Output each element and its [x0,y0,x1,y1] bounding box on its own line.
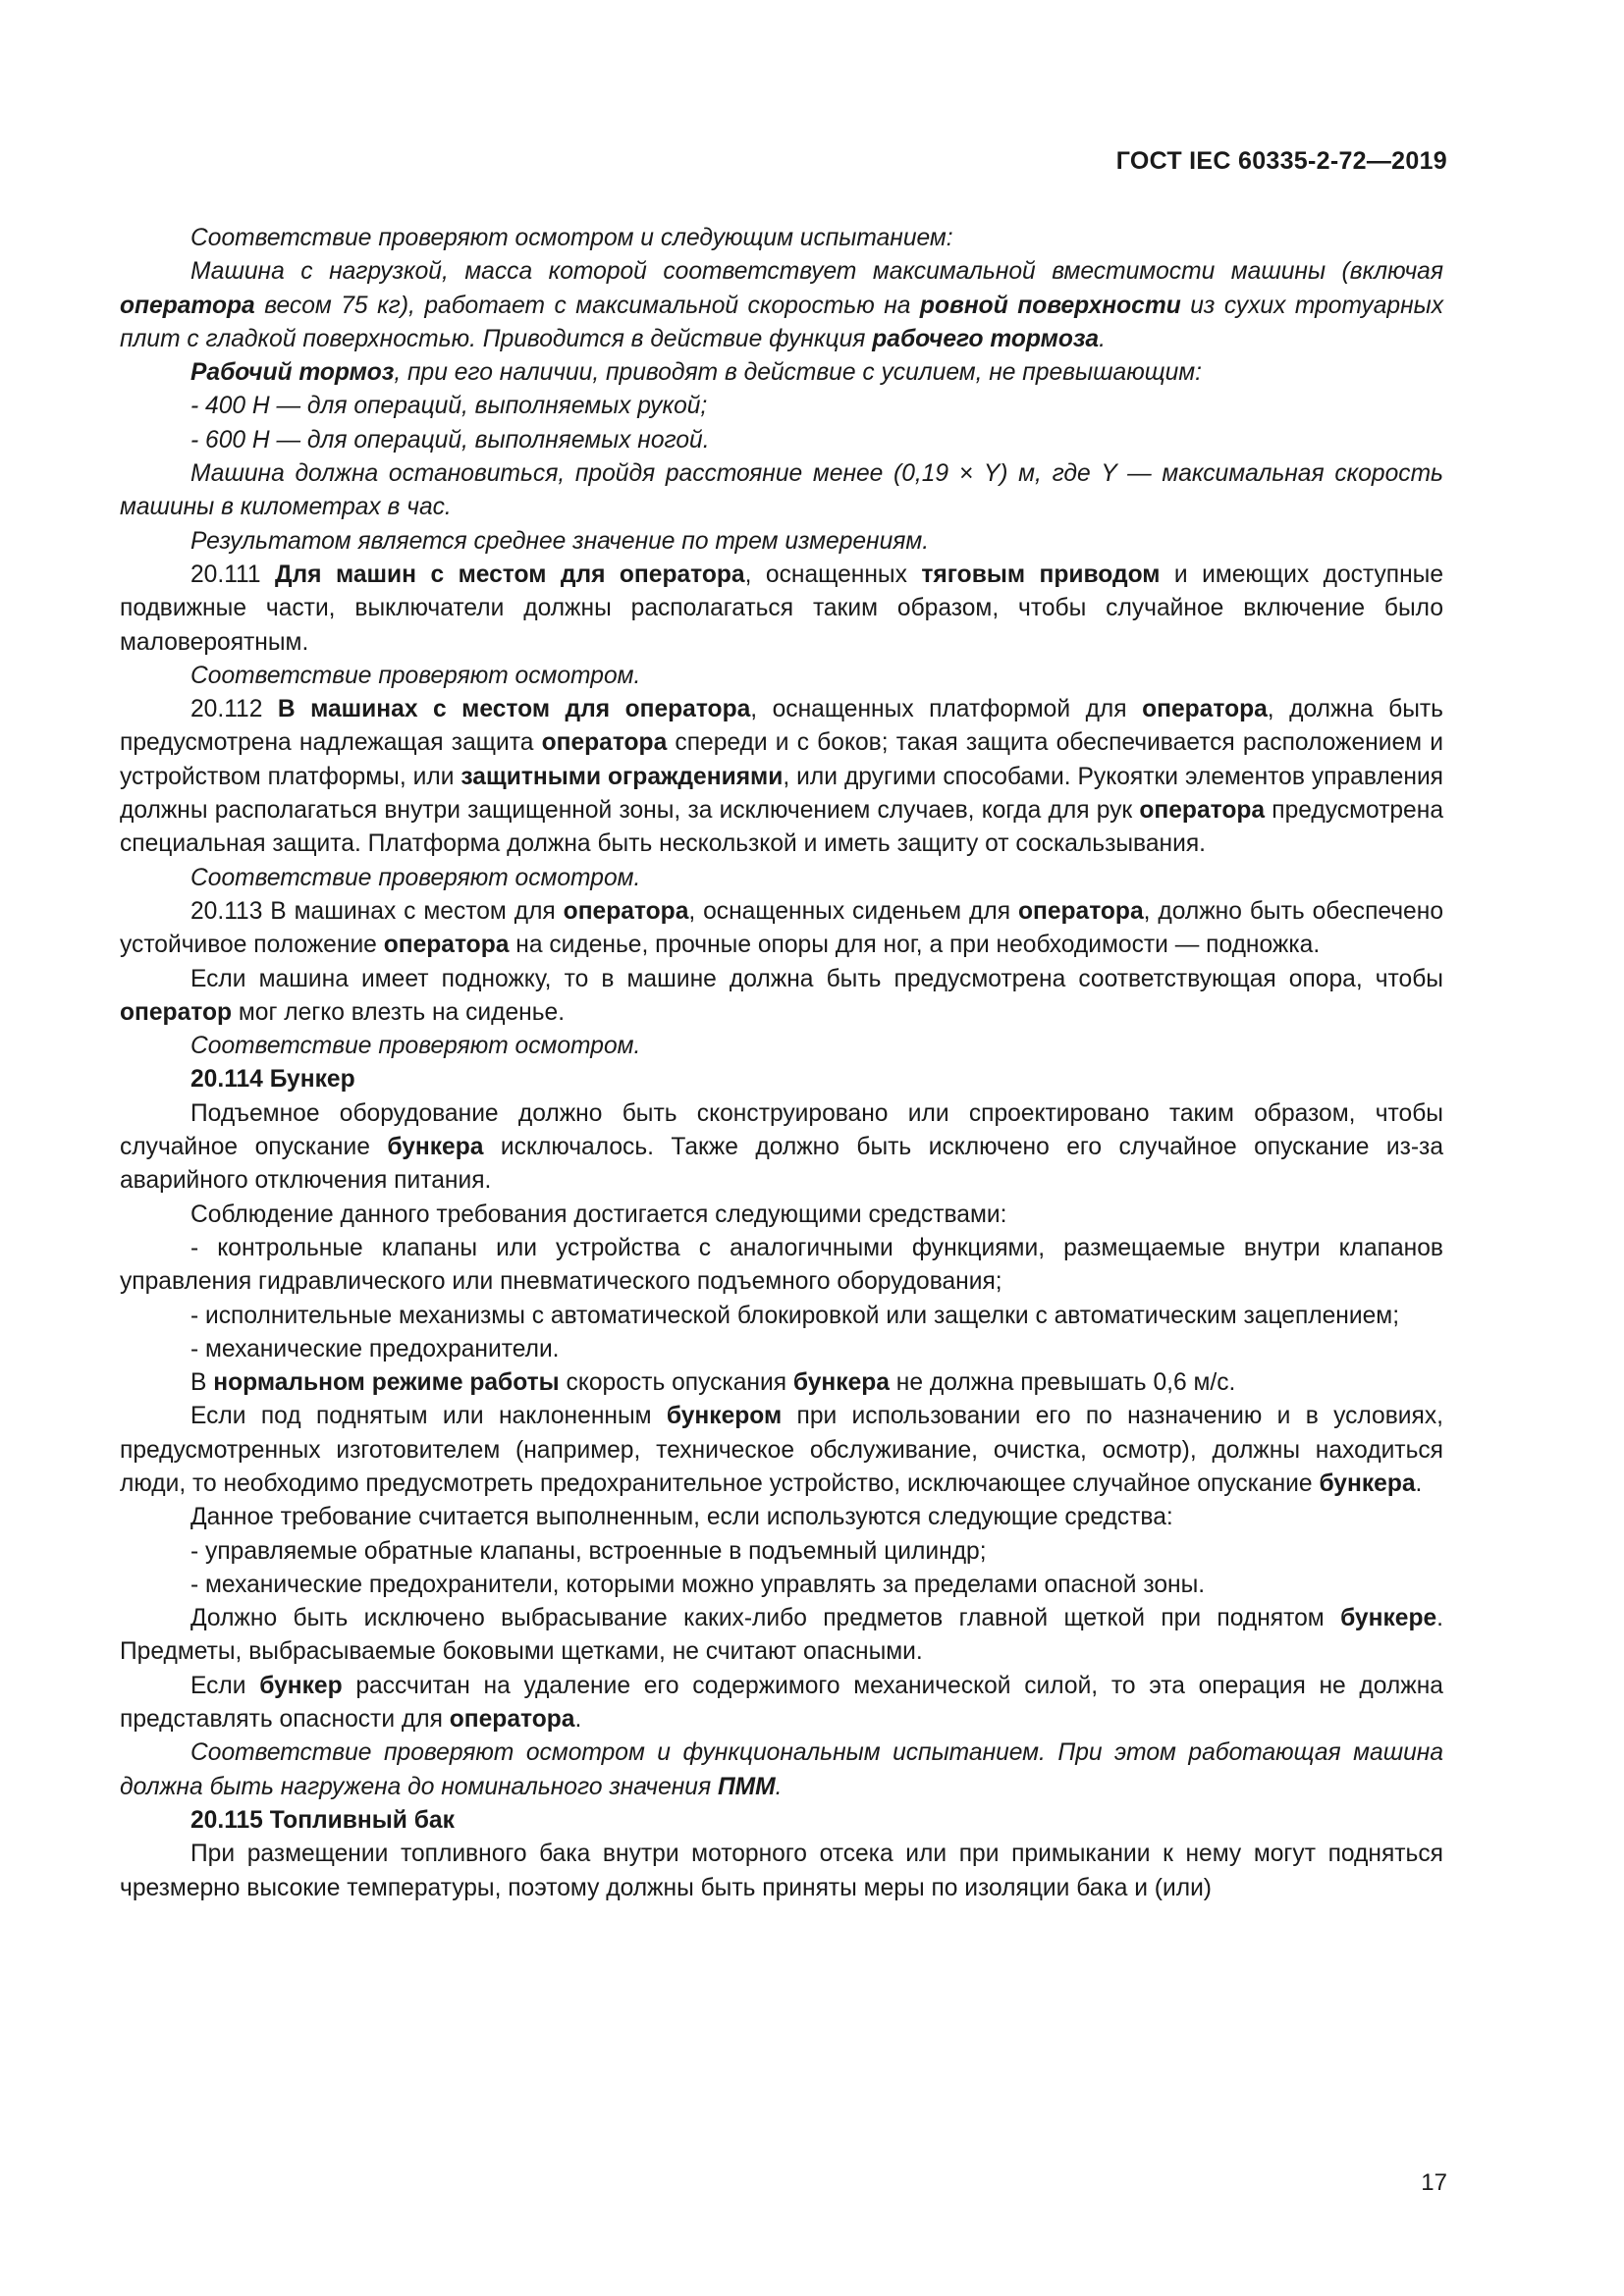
paragraph: - управляемые обратные клапаны, встроенные в подъемный цилиндр; [190,1537,987,1565]
paragraph: Машина с нагрузкой, масса которой соответствует максимальной вместимости машины (включая оператора весом 75 кг), работает с максимальной скоростью на ровной поверхности из сухих тротуарных плит с гладкой поверхностью. Приводится в действие функция рабочего тормоза. [120,258,1443,352]
section-heading: 20.114 Бункер [190,1066,355,1094]
document-body [120,222,1443,1905]
paragraph: Соблюдение данного требования достигается следующими средствами: [190,1201,1007,1228]
paragraph: Соответствие проверяют осмотром и функциональным испытанием. При этом работающая машина должна быть нагружена до номинального значения ПММ. [120,1739,1443,1800]
paragraph: - исполнительные механизмы с автоматической блокировкой или защелки с автоматическим зацеплением; [190,1302,1400,1329]
paragraph: В нормальном режиме работы скорость опускания бункера не должна превышать 0,6 м/с. [190,1369,1236,1397]
paragraph: 20.112 В машинах с местом для оператора, оснащенных платформой для оператора, должна быть предусмотрена надлежащая защита оператора спереди и с боков; такая защита обеспечивается расположением и устройством платформы, или защитными ограждениями, или другими способами. Рукоятки элементов управления должны располагаться внутри защищенной зоны, за исключением случаев, когда для рук оператора предусмотрена специальная защита. Платформа должна быть нескользкой и иметь защиту от соскальзывания. [120,696,1444,858]
paragraph: Соответствие проверяют осмотром. [190,1033,641,1060]
paragraph: Если бункер рассчитан на удаление его содержимого механической силой, то эта операция не должна представлять опасности для оператора. [120,1672,1443,1734]
page-number: 17 [1421,2169,1447,2196]
paragraph: 20.111 Для машин с местом для оператора, оснащенных тяговым приводом и имеющих доступные подвижные части, выключатели должны располагаться таким образом, чтобы случайное включение было маловероятным. [120,561,1444,656]
paragraph: - 400 Н — для операций, выполняемых рукой; [190,393,708,420]
paragraph: Данное требование считается выполненным, если используются следующие средства: [190,1504,1173,1531]
paragraph: Машина должна остановиться, пройдя расстояние менее (0,19 × Y) м, где Y — максимальная скорость машины в километрах в час. [120,460,1443,521]
paragraph: Рабочий тормоз, при его наличии, приводят в действие с усилием, не превышающим: [190,359,1203,387]
paragraph: - механические предохранители, которыми можно управлять за пределами опасной зоны. [190,1571,1206,1598]
paragraph: Если под поднятым или наклоненным бункером при использовании его по назначению и в условиях, предусмотренных изготовителем (например, техническое обслуживание, очистка, осмотр), должны находиться люди, то необходимо предусмотреть предохранительное устройство, исключающее случайное опускание бункера. [120,1403,1443,1497]
paragraph: - контрольные клапаны или устройства с аналогичными функциями, размещаемые внутри клапанов управления гидравлического или пневматического подъемного оборудования; [120,1234,1443,1296]
document-header: ГОСТ IEC 60335-2-72—2019 [1115,147,1447,175]
paragraph: Соответствие проверяют осмотром. [190,864,641,891]
paragraph: 20.113 В машинах с местом для оператора, оснащенных сиденьем для оператора, должно быть обеспечено устойчивое положение оператора на сиденье, прочные опоры для ног, а при необходимости — подножка. [120,897,1443,959]
paragraph: Соответствие проверяют осмотром и следующим испытанием: [190,225,953,251]
paragraph: Соответствие проверяют осмотром. [190,662,641,689]
paragraph: Подъемное оборудование должно быть сконструировано или спроектировано таким образом, чтобы случайное опускание бункера исключалось. Также должно быть исключено его случайное опускание из-за аварийного отключения питания. [120,1099,1443,1195]
paragraph: - 600 Н — для операций, выполняемых ногой. [190,426,710,454]
paragraph: При размещении топливного бака внутри моторного отсека или при примыкании к нему могут подняться чрезмерно высокие температуры, поэтому должны быть приняты меры по изоляции бака и (или) [120,1841,1443,1901]
section-heading: 20.115 Топливный бак [190,1806,455,1834]
paragraph: Должно быть исключено выбрасывание каких-либо предметов главной щеткой при поднятом бункере. Предметы, выбрасываемые боковыми щетками, не считают опасными. [120,1605,1443,1666]
paragraph: Если машина имеет подножку, то в машине должна быть предусмотрена соответствующая опора, чтобы оператор мог легко влезть на сиденье. [120,965,1443,1026]
paragraph: Результатом является среднее значение по трем измерениям. [190,527,930,555]
paragraph: - механические предохранители. [190,1335,560,1362]
